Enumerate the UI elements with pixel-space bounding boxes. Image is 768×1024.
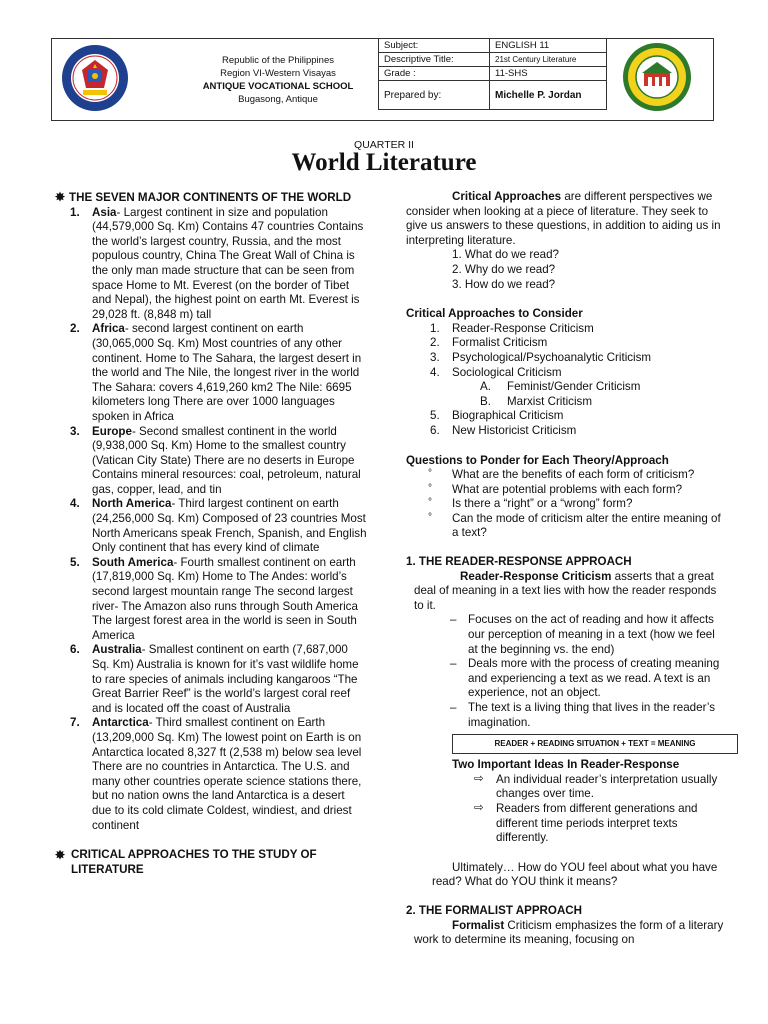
dash-bullet-icon: – [450, 657, 457, 671]
list-item: ° Can the mode of criticism alter the entire meaning of a text? [428, 511, 721, 540]
degree-bullet-icon: ° [428, 497, 432, 509]
list-item: – Focuses on the act of reading and how it affects our perception of meaning in a text (how we feel at the beginning vs. the end) [450, 613, 715, 656]
info-label-subject: Subject: [379, 39, 490, 53]
info-value-prepared: Michelle P. Jordan [490, 81, 607, 110]
school-line-town: Bugasong, Antique [238, 94, 318, 105]
continent-name: Europe [92, 424, 132, 438]
reading-question: 2. Why do we read? [452, 262, 556, 276]
list-item: 1. Reader-Response Criticism [430, 321, 594, 335]
list-item: ⇨ Readers from different generations and different time periods interpret texts differently. [474, 800, 698, 845]
list-item: – Deals more with the process of creating meaning and experiencing a text as we read. A text is an experience, not an object. [450, 657, 720, 700]
list-item: 4. Sociological Criticism [430, 365, 562, 379]
school-address-block [178, 54, 378, 106]
page-title: World Literature [291, 149, 477, 176]
arrow-bullet-icon: ⇨ [474, 800, 484, 814]
list-item: 3. Psychological/Psychoanalytic Criticism [430, 350, 652, 364]
degree-bullet-icon: ° [428, 511, 432, 523]
info-value-grade: 11-SHS [490, 67, 607, 81]
dash-bullet-icon: – [450, 613, 457, 627]
star-bullet-icon: ✸ [55, 190, 66, 204]
ideas-heading: Two Important Ideas In Reader-Response [452, 758, 680, 772]
degree-bullet-icon: ° [428, 468, 432, 480]
dash-bullet-icon: – [450, 701, 457, 714]
list-item: 5. Biographical Criticism [430, 409, 564, 423]
right-column [406, 190, 724, 948]
list-item: ⇨ An individual reader’s interpretation usually changes over time. [474, 771, 718, 801]
school-seal-icon [622, 42, 692, 112]
continent-text: - Smallest continent on earth (7,687,000 Sq. Km) Australia is known for it’s vast wildlife home to rare species of animals including kangaroos “The Great Barrier Reef” is the world’s largest coral reef and is located off the coast of Australia [92, 643, 359, 715]
continent-text: - Largest continent in size and population (44,579,000 Sq. Km) Contains 47 countries Contains the world’s largest country, Russia, and the most populous country, China The Great Wall of China is the only man made structure that can be seen from space Home to Mt. Everest (on the border of Tibet and Nepal), the highest point on earth Mt. Everest is 29,028 ft. (8,848 m) tall [92, 205, 364, 321]
info-label-grade: Grade : [379, 67, 490, 81]
reading-question: 1. What do we read? [452, 248, 559, 262]
reader-response-paragraph: Reader-Response Criticism asserts that a great deal of meaning in a text lies with how the reader responds to it. [414, 569, 717, 612]
formalist-paragraph: Formalist Criticism emphasizes the form of a literary work to determine its meaning, focusing on [414, 918, 724, 947]
deped-seal-icon [61, 44, 129, 112]
school-seal [622, 42, 692, 115]
school-line-region: Region VI-Western Visayas [220, 68, 336, 79]
reader-response-heading: 1. THE READER-RESPONSE APPROACH [406, 555, 632, 569]
continent-text: - Third smallest continent on Earth (13,209,000 Sq. Km) The lowest point on Earth is on Antarctica located 8,327 ft (2,538 m) below sea level There are no countries in Antarctica. The U.S. and many other countries operate science stations there, but no nation owns the land Antarctica is a desert due to its cold climate Coldest, windiest, and driest continent [92, 716, 362, 832]
star-bullet-icon: ✸ [55, 848, 66, 863]
deped-seal [61, 44, 129, 115]
list-item: ° What are the benefits of each form of criticism? [428, 468, 695, 482]
continent-text: - second largest continent on earth (30,065,000 Sq. Km) Most countries of any other continent. Home to The Sahara, the largest desert in the world and The Nile, the longest river in the world The Sahara: covers 4,619,260 km2 The Nile: 6695 kilometers long There are over 1000 languages spoken in Africa [92, 322, 362, 423]
school-line-country: Republic of the Philippines [222, 55, 334, 66]
school-line-name: ANTIQUE VOCATIONAL SCHOOL [202, 81, 354, 92]
continent-name: Asia [92, 205, 117, 219]
continent-name: North America [92, 497, 172, 511]
formalist-heading: 2. THE FORMALIST APPROACH [406, 903, 583, 917]
continents-heading: THE SEVEN MAJOR CONTINENTS OF THE WORLD [69, 191, 352, 204]
degree-bullet-icon: ° [428, 482, 432, 494]
continent-text: - Fourth smallest continent on earth (17,819,000 Sq. Km) Home to The Andes: world’s second largest mountain range The second largest river- The Amazon also runs through South America The largest forest area in the world is seen in South America [92, 555, 358, 642]
list-item: 4. North America- Third largest continent on earth (24,256,000 Sq. Km) Composed of 23 countries Most North Americans speak French, Spanish, and English Only continent that has every kind of climate [70, 497, 367, 555]
info-label-title: Descriptive Title: [379, 53, 490, 67]
continents-list [55, 206, 367, 834]
info-value-subject: ENGLISH 11 [490, 39, 607, 53]
info-label-prepared: Prepared by: [379, 81, 490, 110]
continent-text: - Third largest continent on earth (24,256,000 Sq. Km) Composed of 23 countries Most North Americans speak French, Spanish, and English Only continent that has every kind of climate [92, 497, 367, 555]
list-item: 1. Asia- Largest continent in size and population (44,579,000 Sq. Km) Contains 47 countries Contains the world’s largest country, Russia, and the most populous country, China The Great Wall of China is the only man made structure that can be seen from space Home to Mt. Everest (on the border of Tibet and Nepal), the highest point on earth Mt. Everest is 29,028 ft. (8,848 m) tall [70, 205, 364, 321]
info-value-title: 21st Century Literature [490, 53, 607, 67]
intro-paragraph: Critical Approaches are different perspectives we consider when looking at a piece of literature. They seek to give us answers to these questions, in addition to aiding us in interpreting literature. [406, 190, 721, 247]
arrow-bullet-icon: ⇨ [474, 771, 484, 785]
list-item: 6. New Historicist Criticism [430, 423, 577, 437]
continent-name: Australia [92, 643, 142, 657]
consider-heading: Critical Approaches to Consider [406, 307, 583, 321]
critical-approaches-heading: CRITICAL APPROACHES TO THE STUDY OF LITERATURE [71, 848, 317, 876]
document-info-table [378, 38, 607, 110]
list-item: – The text is a living thing that lives in the reader’s imagination. [450, 701, 716, 729]
continent-name: Africa [92, 322, 125, 336]
continent-text: - Second smallest continent in the world (9,938,000 Sq. Km) Home to the smallest country (Vatican City State) There are no deserts in Europe Contains mineral resources: coal, petroleum, natural gas, copper, lead, and tin [92, 424, 361, 496]
list-item: A. Feminist/Gender Criticism [480, 380, 641, 394]
list-item: 3. Europe- Second smallest continent in the world (9,938,000 Sq. Km) Home to the smallest country (Vatican City State) There are no deserts in Europe Contains mineral resources: coal, petroleum, natural gas, copper, lead, and tin [70, 424, 361, 496]
reader-response-formula-box: READER + READING SITUATION + TEXT = MEANING [452, 734, 738, 754]
list-item: 2. Africa- second largest continent on earth (30,065,000 Sq. Km) Most countries of any other continent. Home to The Sahara, the largest desert in the world and The Nile, the longest river in the world The Sahara: covers 4,619,260 km2 The Nile: 6695 kilometers long There are over 1000 languages spoken in Africa [70, 322, 362, 423]
list-item: ° Is there a “right” or a “wrong” form? [428, 497, 633, 511]
left-column [55, 190, 367, 877]
continent-name: Antarctica [92, 716, 149, 730]
continent-name: South America [92, 555, 174, 569]
list-item: 2. Formalist Criticism [430, 336, 548, 350]
list-item: 6. Australia- Smallest continent on earth (7,687,000 Sq. Km) Australia is known for it’s vast wildlife home to rare species of animals including kangaroos “The Great Barrier Reef” is the world’s largest coral reef and is located off the coast of Australia [70, 643, 359, 715]
list-item: 7. Antarctica- Third smallest continent on Earth (13,209,000 Sq. Km) The lowest point on Earth is on Antarctica located 8,327 ft (2,538 m) below sea level There are no countries in Antarctica. The U.S. and many other countries operate science stations there, but no nation owns the land Antarctica is a desert due to its cold climate Coldest, windiest, and driest continent [70, 716, 362, 832]
list-item: B. Marxist Criticism [480, 394, 593, 408]
ultimately-paragraph: Ultimately… How do YOU feel about what you have read? What do YOU think it means? [432, 860, 718, 889]
list-item: 5. South America- Fourth smallest continent on earth (17,819,000 Sq. Km) Home to The Andes: world’s second largest mountain range The second largest river- The Amazon also runs through South America The largest forest area in the world is seen in South America [70, 555, 358, 642]
ponder-heading: Questions to Ponder for Each Theory/Approach [406, 453, 669, 467]
quarter-label: QUARTER II [354, 139, 414, 151]
list-item: ° What are potential problems with each form? [428, 482, 683, 496]
reading-question: 3. How do we read? [452, 277, 556, 291]
